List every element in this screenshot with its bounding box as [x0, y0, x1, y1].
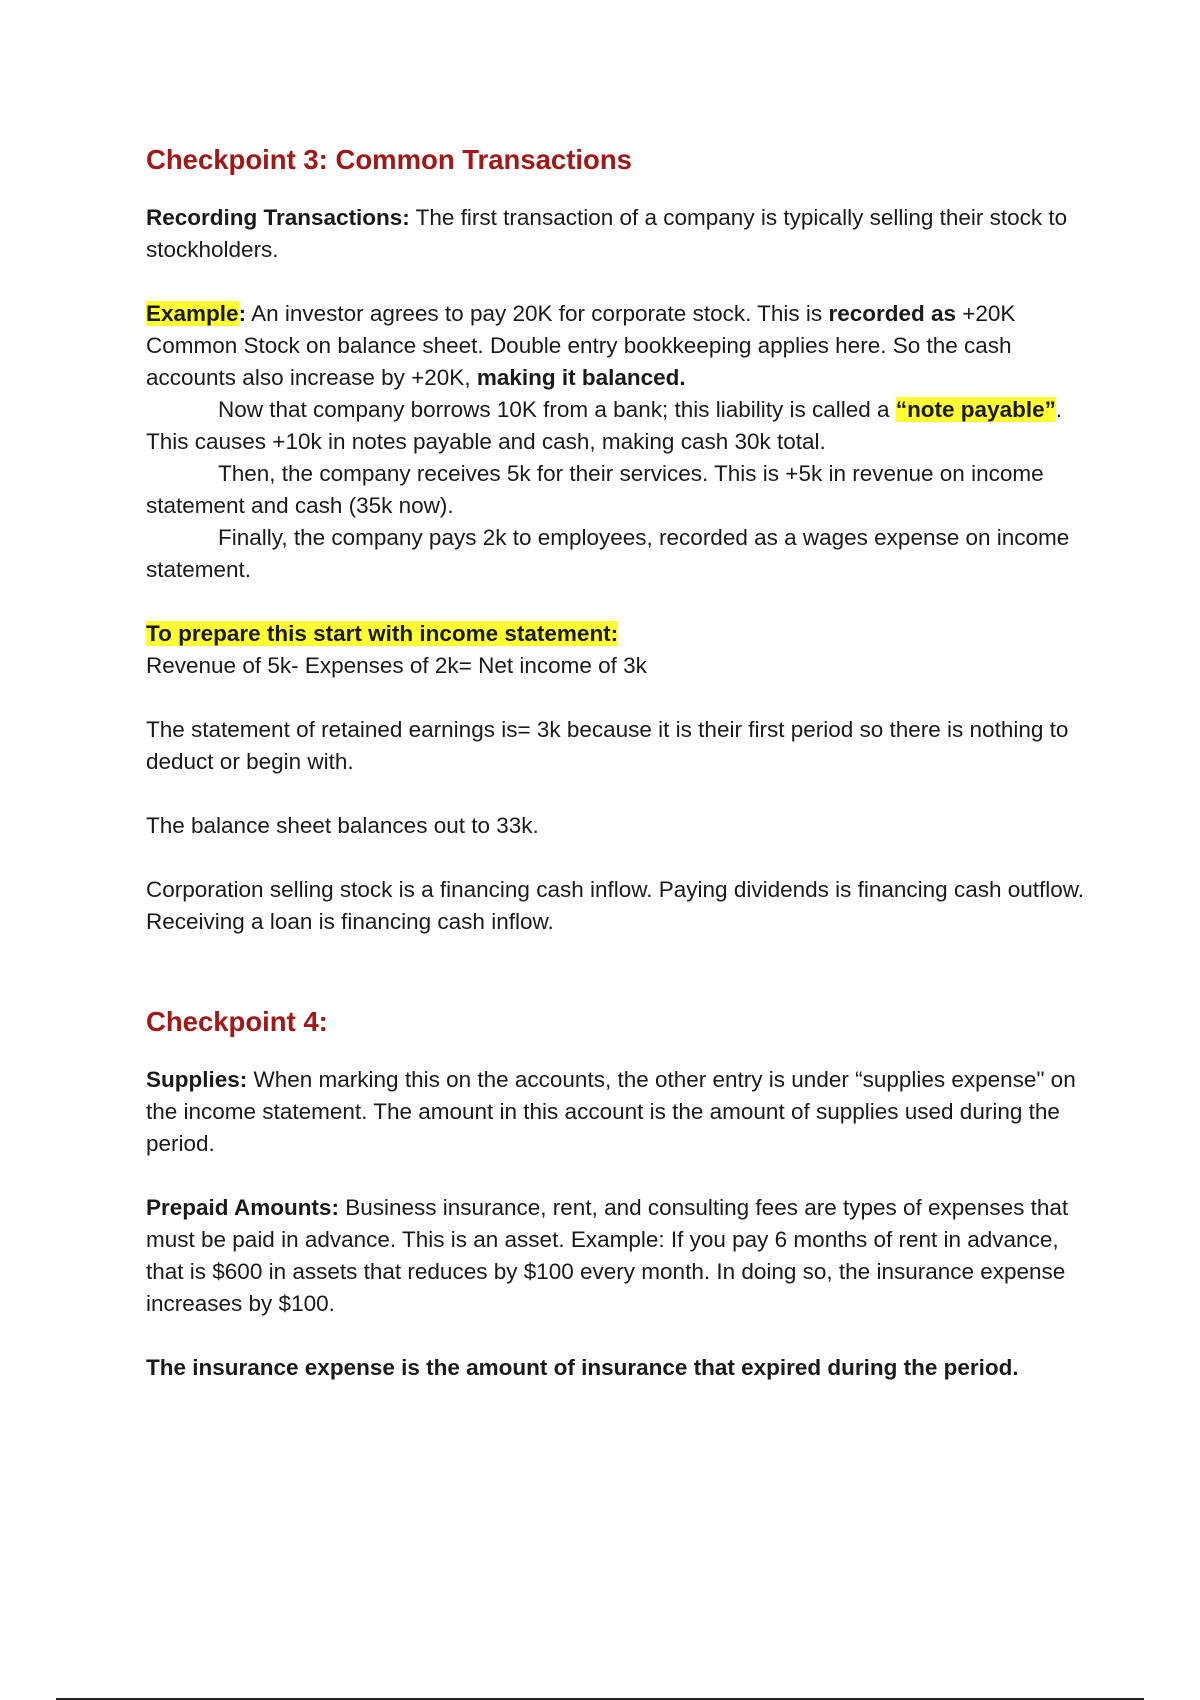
- prepare-label: To prepare this start with income statement:: [146, 621, 619, 646]
- borrow-text-1: Now that company borrows 10K from a bank; this liability is called a: [218, 397, 896, 422]
- insurance-note-paragraph: [146, 1352, 1096, 1384]
- prepaid-amounts-paragraph: [146, 1192, 1096, 1320]
- example-bold-recorded: recorded as: [828, 301, 956, 326]
- pays-paragraph: Finally, the company pays 2k to employees, recorded as a wages expense on income statement.: [146, 525, 1070, 582]
- cash-flow-paragraph: Corporation selling stock is a financing cash inflow. Paying dividends is financing cash outflow. Receiving a loan is financing cash inflow.: [146, 877, 1085, 934]
- example-colon: :: [238, 301, 247, 326]
- recording-transactions-label: Recording Transactions:: [146, 205, 410, 230]
- prepare-text: Revenue of 5k- Expenses of 2k= Net income of 3k: [146, 653, 647, 678]
- prepare-label-line: [146, 618, 1096, 650]
- recording-transactions-text: The first transaction of a company is typically selling their stock to stockholders.: [146, 205, 1068, 262]
- insurance-note: The insurance expense is the amount of insurance that expired during the period.: [146, 1355, 1019, 1380]
- receive-paragraph: Then, the company receives 5k for their services. This is +5k in revenue on income statement and cash (35k now).: [146, 461, 1044, 518]
- example-text-2: +20K Common Stock on balance sheet. Double entry bookkeeping applies here. So the cash accounts also increase by +20K,: [146, 301, 1016, 390]
- balance-sheet-paragraph: The balance sheet balances out to 33k.: [146, 813, 539, 838]
- checkpoint-4-heading: Checkpoint 4:: [146, 1006, 328, 1037]
- prepaid-amounts-label: Prepaid Amounts:: [146, 1195, 339, 1220]
- example-text-1: An investor agrees to pay 20K for corporate stock. This is: [246, 301, 829, 326]
- recording-transactions-paragraph: [146, 202, 1096, 266]
- document-page: [146, 142, 1096, 1384]
- example-bold-balanced: making it balanced.: [476, 365, 686, 390]
- prepaid-amounts-text: Business insurance, rent, and consulting fees are types of expenses that must be paid in advance. This is an asset. Example: If you pay 6 months of rent in advance, that is $600 in assets that reduces by $100 every month. In doing so, the insurance expense increases by $100.: [146, 1195, 1069, 1316]
- checkpoint-3-heading: Checkpoint 3: Common Transactions: [146, 144, 632, 175]
- supplies-text: When marking this on the accounts, the other entry is under “supplies expense" on the income statement. The amount in this account is the amount of supplies used during the period.: [146, 1067, 1076, 1156]
- supplies-paragraph: [146, 1064, 1096, 1160]
- supplies-label: Supplies:: [146, 1067, 248, 1092]
- borrow-text-2: . This causes +10k in notes payable and cash, making cash 30k total.: [146, 397, 1063, 454]
- retained-earnings-paragraph: The statement of retained earnings is= 3k because it is their first period so there is nothing to deduct or begin with.: [146, 717, 1069, 774]
- note-payable-highlight: “note payable”: [895, 397, 1056, 422]
- example-paragraph: [146, 298, 1096, 394]
- borrow-paragraph: [146, 394, 1096, 458]
- example-label: Example: [146, 301, 239, 326]
